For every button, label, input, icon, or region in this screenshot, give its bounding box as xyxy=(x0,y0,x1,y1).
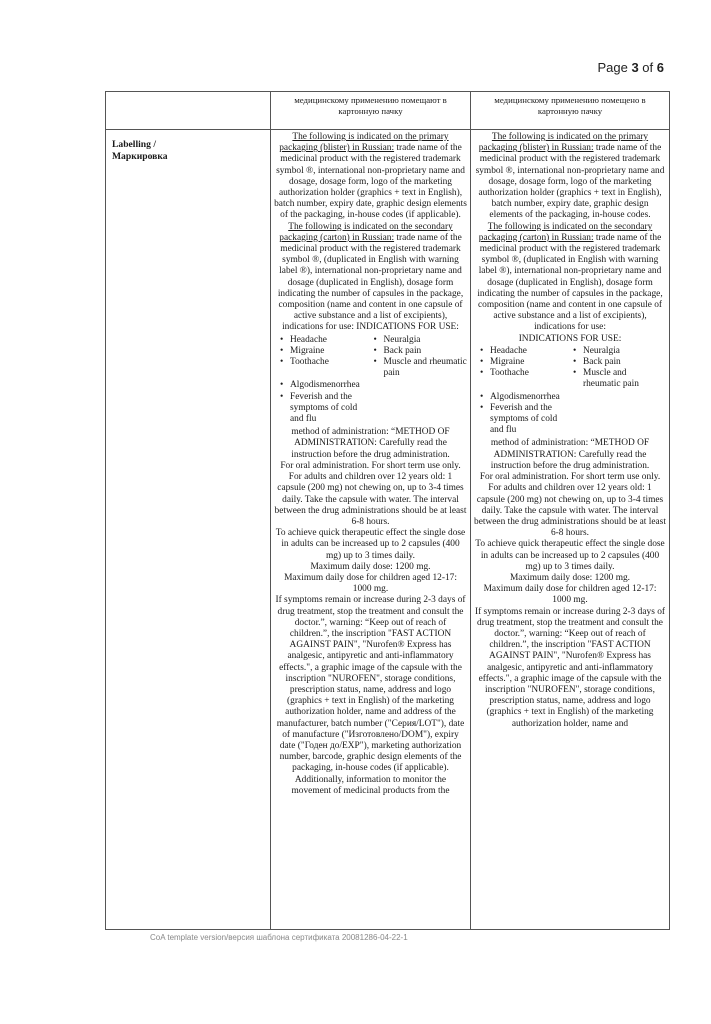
table-row xyxy=(106,92,670,130)
indications-list: • Headache • Neuralgia • Migraine • Back pain • Toothache • Muscle and rheumatic pain xyxy=(280,335,467,380)
labelling-table xyxy=(105,91,670,930)
footer-template-version: CoA template version/версия шаблона сертификата 20081286-04-22-1 xyxy=(150,933,408,942)
labelling-text-col3: The following is indicated on the primary packaging (blister) in Russian: trade name of the medicinal product with the registered trademark symbol ®, international non-proprietary name and dosage, dosage form, logo of the marketing authorization holder (graphics + text in English), batch number, expiry date, graphic design elements of the packaging, in-house codes. The following is indicated on the secondary packaging (carton) in Russian: trade name of the medicinal product with the registered trademark symbol ®, (duplicated in English with warning label ®), international non-proprietary name and dosage (duplicated in English), dosage form indicating the number of capsules in the package, composition (name and content in one capsule of active substance and a list of excipients), indications for use: INDICATIONS FOR USE: • Headache • Neuralgia • Migraine • Back pain • Toothache • Muscle and rheumatic pain • Algodismenorrhea • Feverish and the symptoms of cold and flu method of administration: “METHOD OF ADMINISTRATION: Carefully read the instruction before the drug administration. For oral administration. For short term use only. For adults and children over 12 years old: 1 capsule (200 mg) not chewing on, up to 3-4 times daily. Take the capsule with water. The interval between the drug administrations should be at least 6-8 hours. To achieve quick therapeutic effect the single dose in adults can be increased up to 2 capsules (400 mg) up to 3 times daily. Maximum daily dose: 1200 mg. Maximum daily dose for children aged 12-17: 1000 mg. If symptoms remain or increase during 2-3 days of drug treatment, stop the treatment and consult the doctor.”, warning: “Keep out of reach of children.”, the inscription "FAST ACTION AGAINST PAIN", "Nurofen® Express has analgesic, antipyretic and anti-inflammatory effects.", a graphic image of the capsule with the inscription "NUROFEN", storage conditions, prescription status, name, address and logo (graphics + text in English) of the marketing authorization holder, name and xyxy=(471,130,669,929)
header-cell-col3: медицинскому применению помещено в картонную пачку xyxy=(494,95,646,116)
table-row xyxy=(106,130,670,930)
page-number: Page 3 of 6 xyxy=(597,60,664,75)
header-cell-col2: медицинскому применению помещают в картонную пачку xyxy=(294,95,447,116)
labelling-text-col2: The following is indicated on the primary packaging (blister) in Russian: trade name of the medicinal product with the registered trademark symbol ®, international non-proprietary name and dosage, dosage form, logo of the marketing authorization holder (graphics + text in English), batch number, expiry date, graphic design elements of the packaging, in-house codes (if applicable). The following is indicated on the secondary packaging (carton) in Russian: trade name of the medicinal product with the registered trademark symbol ®, (duplicated in English with warning label ®), international non-proprietary name and dosage (duplicated in English), dosage form indicating the number of capsules in the package, composition (name and content in one capsule of active substance and a list of excipients), indications for use: INDICATIONS FOR USE: • Headache • Neuralgia • Migraine • Back pain • Toothache • Muscle and rheumatic pain • Algodismenorrhea • Feverish and the symptoms of cold and flu method of administration: “METHOD OF ADMINISTRATION: Carefully read the instruction before the drug administration. For oral administration. For short term use only. For adults and children over 12 years old: 1 capsule (200 mg) not chewing on, up to 3-4 times daily. Take the capsule with water. The interval between the drug administrations should be at least 6-8 hours. To achieve quick therapeutic effect the single dose in adults can be increased up to 2 capsules (400 mg) up to 3 times daily. Maximum daily dose: 1200 mg. Maximum daily dose for children aged 12-17: 1000 mg. If symptoms remain or increase during 2-3 days of drug treatment, stop the treatment and consult the doctor.”, warning: “Keep out of reach of children.”, the inscription "FAST ACTION AGAINST PAIN", "Nurofen® Express has analgesic, antipyretic and anti-inflammatory effects.", a graphic image of the capsule with the inscription "NUROFEN", storage conditions, prescription status, name, address and logo (graphics + text in English) of the marketing authorization holder, name and address of the manufacturer, batch number ("Серия/LOT"), date of manufacture ("Изготовлено/DOM"), expiry date ("Годен до/EXP"), marketing authorization number, barcode, graphic design elements of the packaging, in-house codes (if applicable). Additionally, information to monitor the movement of medicinal products from the xyxy=(271,130,470,929)
indications-list-2: • Algodismenorrhea • Feverish and the symptoms of cold and flu xyxy=(480,392,666,437)
row-label: Labelling / Маркировка xyxy=(112,139,168,162)
indications-list-2: • Algodismenorrhea • Feverish and the symptoms of cold and flu xyxy=(280,380,467,425)
indications-list: • Headache • Neuralgia • Migraine • Back pain • Toothache • Muscle and rheumatic pain xyxy=(480,346,666,391)
